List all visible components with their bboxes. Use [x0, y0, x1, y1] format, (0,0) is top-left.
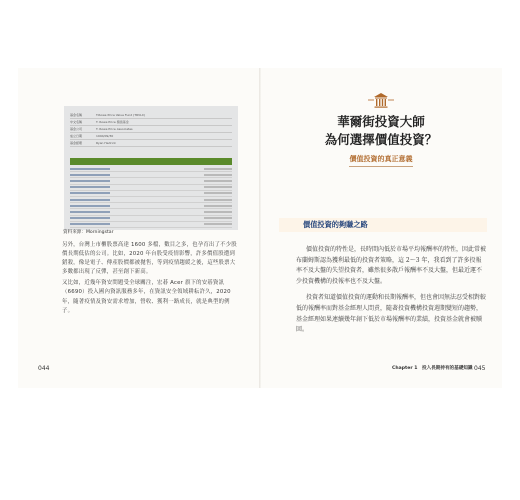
fund-info-figure — [64, 106, 238, 230]
table-row: 基金經理 Ryan Hedrick — [70, 140, 232, 147]
paragraph: 又比如，近幾年資安問題受全球關注，宏碁 Acer 旗下的安碁資訊（6690）投入國內資訊服務多年，在資訊安全領域耕耘許久，2020 年，隨著疫情及資安需求增加，營收、獲利一路成長，就是典型的例子。 — [62, 280, 231, 314]
chapter-title — [306, 113, 456, 149]
right-body-text — [296, 245, 486, 342]
table-row: 成立日期 1994/09/30 — [70, 133, 232, 140]
chapter-title-line1: 華爾街投資大師 — [337, 114, 425, 129]
table-row: 中文名稱 T. Rowe Price 價值基金 — [70, 119, 232, 126]
running-footer: Chapter 1 投入長期持有的基礎知識 — [392, 366, 473, 371]
chapter-subtitle: 價值投資的真正意義 — [349, 155, 413, 163]
book-gutter — [259, 68, 261, 388]
paragraph: 投資者知道價值投資的運動和長期報酬率，但也會因無法忍受相對較低的報酬率而對基金經理人問責，隨著投資機構投資週期變短的趨勢，基金經理如果連續幾年創下低於市場報酬率的業績，投資基金就會被贖回。 — [296, 294, 487, 334]
paragraph: 價值投資的特性是，長時間內低於市場平均報酬率的特性，因此常被布蘭姆斯認為獲利最低的投資者策略，這 2～3 年，我看到了許多投報率不及大盤的失望投資者，雖然很多散戶報酬率不及大盤，但最近運不少投資機構的投報率也不及大盤。 — [296, 246, 487, 285]
divider — [349, 166, 413, 167]
figure-caption: 資料來源：Morningstar — [63, 230, 114, 235]
table-row: 基金公司 T. Rowe Price Associates — [70, 126, 232, 133]
fund-info-table — [70, 112, 232, 147]
holdings-table — [70, 158, 232, 228]
section-heading: 價值投資的夠賺之路 — [303, 220, 368, 229]
table-row — [70, 222, 232, 228]
right-page-number: 045 — [474, 365, 486, 372]
paragraph: 另外，台灣上市櫃股票高達 1600 多檔，數目之多，也孕育出了不少股價長期低估的公司。比如，2020 年台股受疫情影響，許多價值股遭到錯殺，像是電子、傳產股價都被拋售，等到疫情趨緩之後，這些股票大多數都出現了反彈，甚至創下新高。 — [62, 242, 237, 276]
table-row: 基金名稱 T.Rowe Price Value Fund (TRVLX) — [70, 112, 232, 119]
left-body-text — [62, 241, 240, 318]
holdings-header — [70, 158, 232, 165]
chapter-title-line2: 為何選擇價值投資？ — [324, 132, 438, 147]
institution-icon — [368, 92, 394, 114]
section-heading-band — [279, 218, 487, 232]
left-page-number: 044 — [38, 365, 50, 372]
